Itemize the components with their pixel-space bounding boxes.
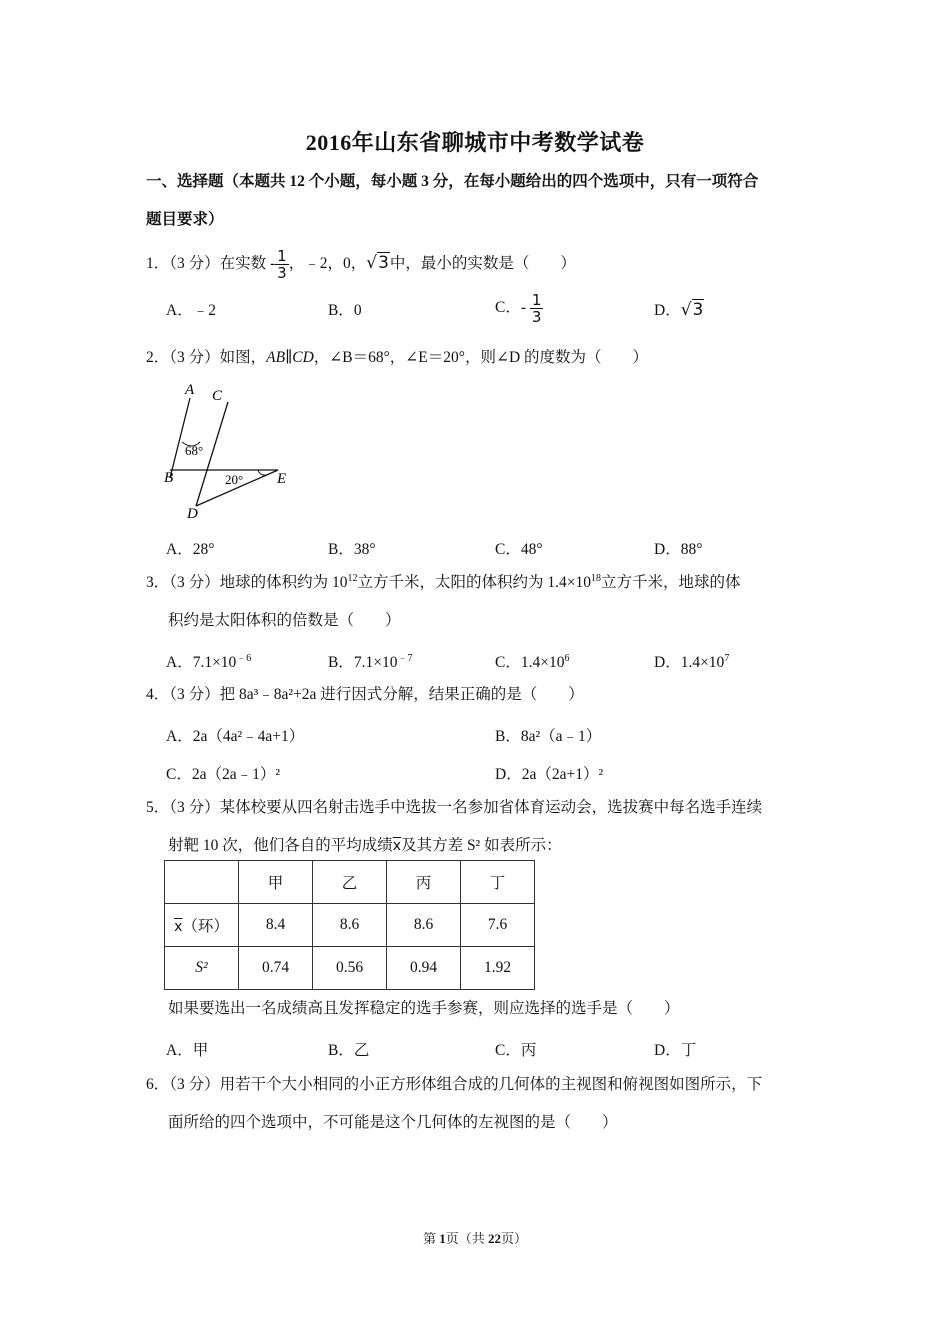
table-row xyxy=(165,904,535,947)
q1-option-d-sqrt: √3 xyxy=(680,300,704,320)
q5-score-table xyxy=(164,860,535,990)
footer-middle: 页（共 xyxy=(445,1231,488,1246)
q1-option-c-numerator: 1 xyxy=(531,291,542,309)
table-mean-unit: （环） xyxy=(182,918,229,935)
q3-option-d-base: D．1.4×10 xyxy=(654,654,725,671)
table-cell: 0.74 xyxy=(239,947,313,990)
table-mean-symbol: $\overline{x}$ xyxy=(174,919,183,935)
table-row-label-variance: S² xyxy=(165,947,239,990)
table-row-label-mean xyxy=(165,904,239,947)
table-header-blank xyxy=(165,861,239,904)
table-cell: 8.6 xyxy=(313,904,387,947)
question-4: 4．（3 分）把 8a³﹣8a²+2a 进行因式分解，结果正确的是（ ） xyxy=(146,686,584,703)
q2-label-a: A xyxy=(185,382,195,398)
table-header-jia: 甲 xyxy=(239,861,313,904)
q3-option-b[interactable] xyxy=(328,650,412,672)
q3-line1-suffix: 立方千米，地球的体 xyxy=(601,574,741,591)
q5-mean-symbol: $\overline{x}$ xyxy=(392,838,402,854)
q5-line2-suffix: 及其方差 S² 如表所示： xyxy=(401,837,562,854)
q3-line1-prefix: 3．（3 分）地球的体积约为 10 xyxy=(146,574,348,591)
question-6-line1: 6．（3 分）用若干个大小相同的小正方形体组合成的几何体的主视图和俯视图如图所示，下 xyxy=(146,1076,763,1093)
q2-angle-20: 20° xyxy=(225,472,244,487)
table-cell: 1.92 xyxy=(461,947,535,990)
table-row xyxy=(165,947,535,990)
q1-option-c[interactable] xyxy=(495,292,543,325)
q3-option-c-exp: 6 xyxy=(564,653,570,664)
q3-option-a-base: A．7.1×10 xyxy=(166,654,237,671)
q1-option-d[interactable] xyxy=(654,298,704,320)
q2-parallel: AB∥CD xyxy=(266,349,314,366)
q4-options-row1 xyxy=(166,724,816,754)
q4-options-row2 xyxy=(166,762,816,792)
table-cell: 0.94 xyxy=(387,947,461,990)
section-heading-line1: 一、选择题（本题共 12 个小题，每小题 3 分，在每小题给出的四个选项中，只有一项符合 xyxy=(146,173,759,190)
q2-angle-68: 68° xyxy=(185,443,204,458)
page-title: 2016年山东省聊城市中考数学试卷 xyxy=(305,130,645,155)
q1-middle: ，﹣2，0， xyxy=(288,255,367,272)
q3-option-a-exp: ﹣6 xyxy=(236,653,252,664)
q4-option-b[interactable]: B．8a²（a﹣1） xyxy=(495,728,602,745)
q5-option-c[interactable]: C．丙 xyxy=(495,1042,537,1059)
q1-sqrt-radicand: 3 xyxy=(378,253,389,273)
q2-options xyxy=(166,537,816,567)
question-3-line2: 积约是太阳体积的倍数是（ ） xyxy=(168,612,401,629)
q2-label-c: C xyxy=(212,388,223,404)
q1-option-b[interactable]: B．0 xyxy=(328,302,362,319)
q2-option-b[interactable]: B．38° xyxy=(328,541,376,558)
q2-suffix: ，∠B＝68°，∠E＝20°，则∠D 的度数为（ ） xyxy=(313,349,649,366)
footer-total-pages: 22 xyxy=(488,1231,501,1246)
q3-option-c-base: C．1.4×10 xyxy=(495,654,565,671)
table-row xyxy=(165,861,535,904)
table-cell: 8.6 xyxy=(387,904,461,947)
q2-label-b: B xyxy=(164,470,174,486)
footer-prefix: 第 xyxy=(422,1231,440,1246)
footer-page-number: 1 xyxy=(439,1231,446,1246)
q2-prefix: 2．（3 分）如图， xyxy=(146,349,267,366)
page-footer xyxy=(0,1228,950,1247)
q3-exponent-12: 12 xyxy=(347,573,358,584)
q2-figure xyxy=(160,380,300,522)
q1-option-c-fraction xyxy=(530,292,544,325)
q3-option-a[interactable] xyxy=(166,650,251,672)
question-1 xyxy=(146,244,816,283)
q2-option-d[interactable]: D．88° xyxy=(654,541,703,558)
q4-option-d[interactable]: D．2a（2a+1）² xyxy=(495,766,604,783)
footer-suffix: 页） xyxy=(501,1231,528,1246)
question-2 xyxy=(146,339,816,377)
q1-fraction-denominator: 3 xyxy=(277,263,287,282)
q5-line2-prefix: 射靶 10 次，他们各自的平均成绩 xyxy=(168,837,393,854)
q1-option-d-label: D． xyxy=(654,302,681,319)
question-5-line1: 5．（3 分）某体校要从四名射击选手中选拔一名参加省体育运动会，选拔赛中每名选手连续 xyxy=(146,799,763,816)
q2-label-e: E xyxy=(277,471,287,487)
q2-option-a[interactable]: A．28° xyxy=(166,541,215,558)
q4-option-c[interactable]: C．2a（2a﹣1）² xyxy=(166,766,280,783)
q2-option-c[interactable]: C．48° xyxy=(495,541,543,558)
q5-option-d[interactable]: D．丁 xyxy=(654,1042,697,1059)
table-header-ding: 丁 xyxy=(461,861,535,904)
table-header-yi: 乙 xyxy=(313,861,387,904)
table-header-bing: 丙 xyxy=(387,861,461,904)
q3-option-b-base: B．7.1×10 xyxy=(328,654,398,671)
q1-option-a[interactable]: A．﹣2 xyxy=(166,302,216,319)
q1-option-c-denominator: 3 xyxy=(531,308,542,326)
q5-option-b[interactable]: B．乙 xyxy=(328,1042,370,1059)
q3-option-c[interactable] xyxy=(495,650,569,672)
q1-fraction xyxy=(275,248,289,281)
q3-option-d[interactable] xyxy=(654,650,729,672)
section-heading-line2: 题目要求） xyxy=(146,211,224,228)
q3-option-b-exp: ﹣7 xyxy=(397,653,413,664)
table-cell: 8.4 xyxy=(239,904,313,947)
q1-option-d-radicand: 3 xyxy=(692,300,704,320)
q1-sqrt: √3 xyxy=(366,253,389,273)
q5-options xyxy=(166,1038,816,1068)
q1-option-c-label: C．- xyxy=(495,299,527,317)
q1-options xyxy=(166,291,816,328)
q2-label-d: D xyxy=(187,506,198,522)
q1-fraction-numerator: 1 xyxy=(277,246,287,265)
question-5-after-table: 如果要选出一名成绩高且发挥稳定的选手参赛，则应选择的选手是（ ） xyxy=(168,1000,680,1017)
q3-option-d-exp: 7 xyxy=(724,653,730,664)
q5-option-a[interactable]: A．甲 xyxy=(166,1042,209,1059)
q3-line1-middle: 立方千米，太阳的体积约为 1.4×10 xyxy=(357,574,592,591)
question-6-line2: 面所给的四个选项中，不可能是这个几何体的左视图的是（ ） xyxy=(168,1114,618,1131)
q4-option-a[interactable]: A．2a（4a²﹣4a+1） xyxy=(166,728,305,745)
table-cell: 0.56 xyxy=(313,947,387,990)
table-cell: 7.6 xyxy=(461,904,535,947)
question-3-line1 xyxy=(146,564,816,602)
q1-suffix: 中，最小的实数是（ ） xyxy=(389,255,576,272)
q3-exponent-18: 18 xyxy=(591,573,602,584)
q1-prefix: 1．（3 分）在实数 - xyxy=(146,255,276,272)
